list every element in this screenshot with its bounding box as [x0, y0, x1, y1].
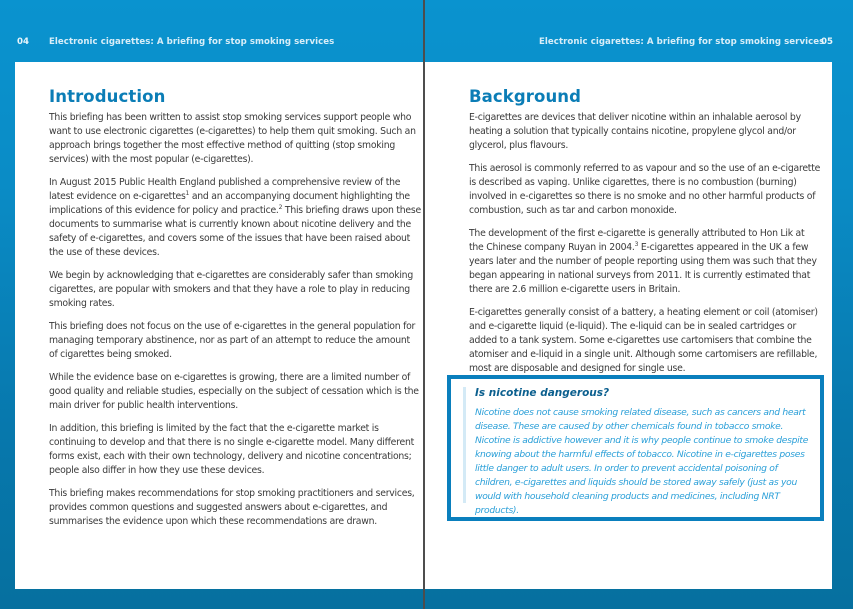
paragraph: This briefing makes recommendations for stop smoking practitioners and services, provides common questions and suggested answers about e-cigarettes, and summarises the evidence upon which these recommendations are drawn. [49, 488, 415, 527]
callout-accent-bar [463, 387, 466, 503]
callout-body: Nicotine does not cause smoking related disease, such as cancers and heart disease. These are caused by other chemicals found in tobacco smoke. Nicotine is addictive however and it is why people continue to smoke despite knowing about the harmful effects of tobacco. Nicotine in e-cigarettes poses little danger to adult users. In order to prevent accidental poisoning of children, e-cigarettes and liquids should be stored away safely (just as you would with household cleaning products and medicines, including NRT products). [475, 407, 809, 516]
page-gutter-divider [423, 0, 425, 609]
paragraph: This aerosol is commonly referred to as vapour and so the use of an e-cigarette is described as vaping. Unlike cigarettes, there is no combustion (burning) involved in e-cigarettes so there is no smoke and no other harmful products of combustion, such as tar and carbon monoxide. [469, 163, 821, 216]
introduction-body [49, 111, 421, 538]
background-body [469, 111, 821, 385]
background-heading: Background [469, 87, 582, 106]
footnote-ref[interactable]: 1 [185, 189, 190, 197]
nicotine-callout-box [447, 375, 824, 521]
left-running-header: Electronic cigarettes: A briefing for stop smoking services [49, 37, 335, 47]
paragraph: This briefing does not focus on the use of e-cigarettes in the general population for managing temporary abstinence, nor as part of an attempt to reduce the amount of cigarettes being smoked. [49, 321, 416, 360]
paragraph: In August 2015 Public Health England published a comprehensive review of the latest evidence on e-cigarettes$^1$ and an accompanying document highlighting the implications of this evidence for policy and practice.$^2$ This briefing draws upon these documents to summarise what is currently known about nicotine delivery and the safety of e-cigarettes, and covers some of the issues that have been raised about the use of these devices. [49, 177, 421, 258]
paragraph: We begin by acknowledging that e-cigarettes are considerably safer than smoking cigarettes, are popular with smokers and that they have a role to play in reducing smoking rates. [49, 270, 413, 309]
paragraph: While the evidence base on e-cigarettes is growing, there are a limited number of good quality and reliable studies, especially on the subject of cessation which is the main driver for public health interventions. [49, 372, 419, 411]
right-running-header: Electronic cigarettes: A briefing for stop smoking services [539, 37, 825, 47]
paragraph: In addition, this briefing is limited by the fact that the e-cigarette market is continuing to develop and that there is no single e-cigarette model. Many different forms exist, each with their own technology, delivery and nicotine concentrations; people also differ in how they use these devices. [49, 423, 414, 476]
paragraph: E-cigarettes are devices that deliver nicotine within an inhalable aerosol by heating a solution that typically contains nicotine, propylene glycol and/or glycerol, plus flavours. [469, 112, 801, 151]
footnote-ref[interactable]: 2 [278, 203, 283, 211]
paragraph: E-cigarettes generally consist of a battery, a heating element or coil (atomiser) and e-cigarette liquid (e-liquid). The e-liquid can be in sealed cartridges or added to a tank system. Some e-cigarettes use cartomisers that combine the atomiser and e-liquid in a single unit. Although some cartomisers are refillable, most are disposable and designed for single use. [469, 307, 818, 374]
introduction-heading: Introduction [49, 87, 166, 106]
callout-title: Is nicotine dangerous? [475, 387, 610, 399]
left-page-number: 04 [17, 37, 29, 47]
right-page-number: 05 [821, 37, 833, 47]
paragraph: The development of the first e-cigarette is generally attributed to Hon Lik at the Chinese company Ruyan in 2004.$^3$ E-cigarettes appeared in the UK a few years later and the number of people reporting using them was such that they began appearing in national surveys from 2011. It is currently estimated that there are 2.6 million e-cigarette users in Britain. [469, 228, 817, 295]
paragraph: This briefing has been written to assist stop smoking services support people who want to use electronic cigarettes (e-cigarettes) to help them quit smoking. Such an approach brings together the most effective method of quitting (stop smoking services) with the most popular (e-cigarettes). [49, 112, 416, 165]
footnote-ref[interactable]: 3 [634, 240, 639, 248]
